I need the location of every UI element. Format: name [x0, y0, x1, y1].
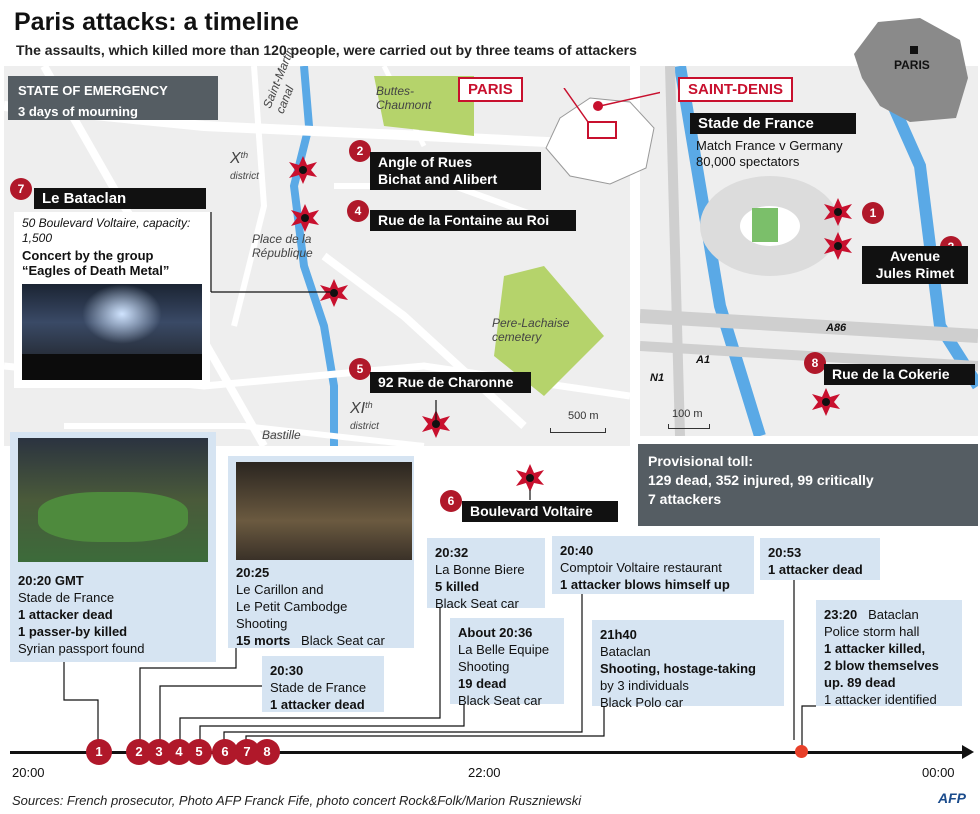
event-2036-place: La Belle Equipe [458, 642, 550, 657]
timeline-marker-4: 4 [166, 739, 192, 765]
sd-scale-label: 100 m [672, 408, 703, 420]
event-2320-line3: 2 blow themselves [824, 658, 939, 673]
bataclan-concert-line1: Concert by the group [22, 248, 154, 263]
bataclan-address: 50 Boulevard Voltaire, capacity: 1,500 [22, 216, 191, 245]
event-2020 [10, 432, 216, 662]
event-2020-place: Stade de France [18, 590, 115, 605]
toll-title: Provisional toll: [648, 453, 754, 469]
toll-line1: 129 dead, 352 injured, 99 critically [648, 472, 874, 488]
emergency-line1: STATE OF EMERGENCY [18, 83, 168, 98]
event-2030-place: Stade de France [270, 680, 367, 695]
site-1-3-line2: Jules Rimet [875, 265, 955, 281]
xi-district-num: XI [350, 400, 366, 417]
site-5-number: 5 [349, 358, 371, 380]
paris-tag: PARIS [458, 77, 523, 102]
event-2025-time: 20:25 [236, 565, 270, 580]
event-2140-car: Black Polo car [600, 695, 684, 710]
a86-label: A86 [826, 322, 847, 334]
site-4-label: Rue de la Fontaine au Roi [370, 210, 576, 231]
blast-site-1 [824, 198, 852, 226]
blast-site-3 [824, 232, 852, 260]
buttes-chaumont-label: Buttes-Chaumont [376, 84, 432, 112]
republique-label: Place de la République [252, 232, 313, 260]
event-2040 [552, 536, 754, 594]
event-2040-line1: 1 attacker blows himself up [560, 577, 730, 592]
site-2-number: 2 [349, 140, 371, 162]
timeline-marker-3: 3 [146, 739, 172, 765]
event-2032-place: La Bonne Biere [435, 562, 525, 577]
france-paris-label: PARIS [894, 58, 930, 72]
event-2025-place2: Le Petit Cambodge [236, 599, 348, 614]
blast-site-6 [516, 464, 544, 492]
bataclan-card [14, 212, 210, 388]
event-2040-time: 20:40 [560, 543, 594, 558]
site-1-3-line1: Avenue [889, 248, 941, 264]
blast-site-8 [812, 388, 840, 416]
site-8-number: 8 [804, 352, 826, 374]
event-2320-line2: 1 attacker killed, [824, 641, 926, 656]
event-2140-line2: by 3 individuals [600, 678, 689, 693]
event-2025-deaths: 15 morts [236, 633, 291, 648]
page-subtitle: The assaults, which killed more than 120 people, were carried out by three teams of attackers [16, 42, 637, 58]
site-1-number: 1 [862, 202, 884, 224]
concert-stage-light [82, 284, 162, 344]
site-6-number: 6 [440, 490, 462, 512]
event-2320-line4: up. 89 dead [824, 675, 896, 690]
site-4-number: 4 [347, 200, 369, 222]
site-2-line1: Angle of Rues [378, 154, 473, 170]
event-2032 [427, 538, 545, 611]
event-2030-line1: 1 attacker dead [270, 697, 365, 712]
a1-label: A1 [696, 354, 711, 366]
event-2020-line3: Syrian passport found [18, 641, 145, 656]
timeline-mid: 22:00 [468, 765, 501, 780]
timeline-arrow [962, 745, 974, 759]
timeline-end: 00:00 [922, 765, 955, 780]
event-2025-line [236, 632, 406, 649]
toll-line2: 7 attackers [648, 491, 722, 507]
timeline-marker-7: 7 [234, 739, 260, 765]
event-2032-line1: 5 killed [435, 579, 480, 594]
blast-site-4 [291, 204, 319, 232]
blast-site-7 [320, 279, 348, 307]
event-2053-line1: 1 attacker dead [768, 562, 863, 577]
event-2020-time: 20:20 GMT [18, 573, 84, 588]
paris-scale-label: 500 m [568, 410, 599, 422]
site-2-label [370, 152, 541, 190]
x-district-sup: th [240, 150, 249, 160]
event-2025-place1: Le Carillon and [236, 582, 324, 597]
page-title: Paris attacks: a timeline [14, 8, 299, 36]
canal-label: Saint-Martin canal [260, 45, 298, 116]
event-2032-car: Black Seat car [435, 596, 519, 611]
event-2140-line1: Shooting, hostage-taking [600, 661, 756, 676]
stadium-pitch [38, 492, 188, 542]
event-2140 [592, 620, 784, 710]
event-2320-header [824, 606, 954, 623]
x-district-word: district [230, 171, 259, 182]
event-2320-place: Bataclan [868, 607, 919, 622]
bataclan-concert-line2: “Eagles of Death Metal” [22, 263, 170, 278]
n1-label: N1 [650, 372, 665, 384]
site-2-line2: Bichat and Alibert [378, 171, 498, 187]
event-2030 [262, 656, 384, 712]
event-2032-time: 20:32 [435, 545, 469, 560]
timeline-marker-1: 1 [86, 739, 112, 765]
event-2036-line1: 19 dead [458, 676, 507, 691]
event-2020-line2: 1 passer-by killed [18, 624, 128, 639]
event-2040-place: Comptoir Voltaire restaurant [560, 560, 722, 575]
site-5-label: 92 Rue de Charonne [370, 372, 531, 393]
event-2036-car: Black Seat car [458, 693, 542, 708]
event-2320-time: 23:20 [824, 607, 858, 622]
stadium-photo [18, 438, 208, 562]
event-2140-time: 21h40 [600, 627, 637, 642]
site-1-3-label [862, 246, 968, 284]
timeline-marker-5: 5 [186, 739, 212, 765]
timeline-marker-2: 2 [126, 739, 152, 765]
xi-district-sup: th [365, 400, 373, 410]
event-2036-time: About 20:36 [458, 625, 533, 640]
afp-logo: AFP [938, 790, 966, 806]
event-2053 [760, 538, 880, 580]
event-2025-what: Shooting [236, 616, 288, 631]
xi-district-word: district [350, 421, 379, 432]
site-7-number: 7 [10, 178, 32, 200]
event-2140-place: Bataclan [600, 644, 651, 659]
site-6-label: Boulevard Voltaire [462, 501, 618, 522]
event-2036 [450, 618, 564, 708]
event-2036-what: Shooting [458, 659, 510, 674]
event-2030-time: 20:30 [270, 663, 304, 678]
blast-site-2 [289, 156, 317, 184]
timeline-marker-6: 6 [212, 739, 238, 765]
event-2320-line5: 1 attacker identified [824, 692, 937, 707]
carillon-photo [236, 462, 412, 560]
sources-credit: Sources: French prosecutor, Photo AFP Franck Fife, photo concert Rock&Folk/Marion Ruszniewski [12, 793, 582, 808]
event-2025 [228, 456, 414, 648]
site-8-label: Rue de la Cokerie [824, 364, 975, 385]
event-2020-line1: 1 attacker dead [18, 607, 113, 622]
pere-lachaise-label: Pere-Lachaise cemetery [492, 316, 570, 344]
event-2320 [816, 600, 962, 706]
timeline-marker-end [795, 745, 808, 758]
event-2320-line1: Police storm hall [824, 624, 920, 639]
x-district-num: X [230, 150, 241, 167]
saint-denis-tag: SAINT-DENIS [678, 77, 793, 102]
timeline-start: 20:00 [12, 765, 45, 780]
stade-title: Stade de France [690, 113, 856, 134]
bastille-label: Bastille [262, 428, 301, 442]
concert-photo [22, 284, 202, 380]
concert-crowd [22, 354, 202, 380]
timeline-marker-8: 8 [254, 739, 280, 765]
emergency-line2: 3 days of mourning [18, 104, 138, 119]
stade-info-line1: Match France v Germany [696, 138, 843, 153]
event-2053-time: 20:53 [768, 545, 802, 560]
stade-info-line2: 80,000 spectators [696, 154, 800, 169]
toll-box [638, 444, 978, 526]
event-2025-car: Black Seat car [301, 633, 385, 648]
site-7-label: Le Bataclan [34, 188, 206, 209]
